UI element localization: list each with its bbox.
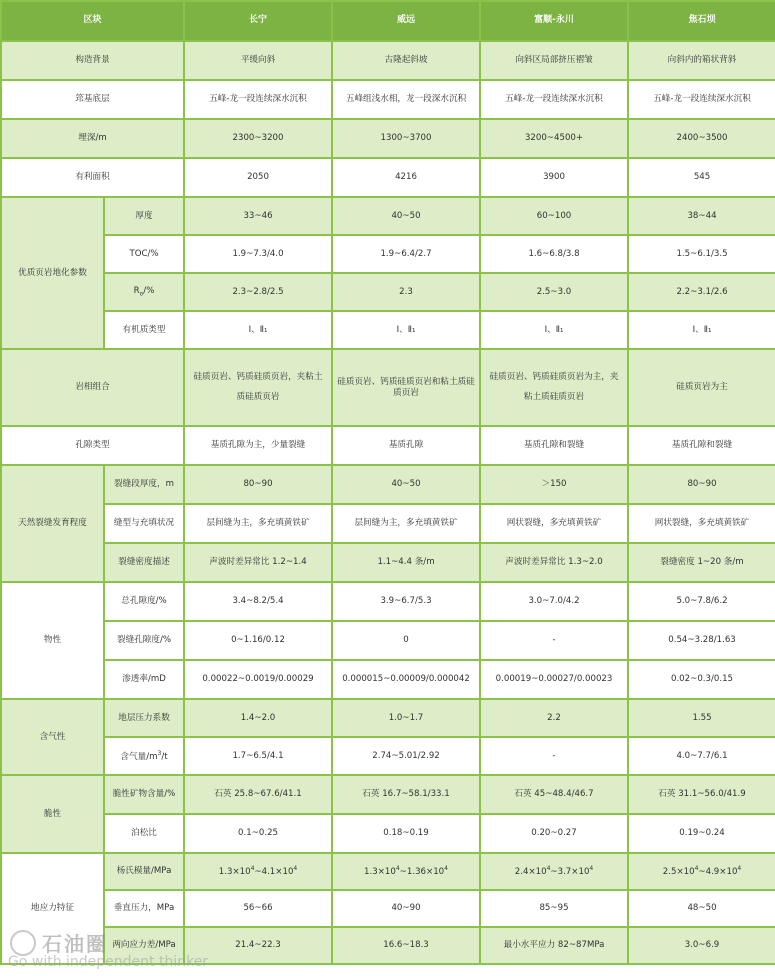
cell: $2.5\times 10^4\sim 4.9\times 10^4$: [628, 853, 775, 890]
cell: 2400~3500: [628, 119, 775, 158]
cell: 五峰-龙一段连续深水沉积: [184, 80, 332, 119]
cell: 33~46: [184, 197, 332, 235]
table-row: [1, 890, 775, 927]
cell: 0.00019~0.00027/0.00023: [480, 660, 628, 699]
cell: 60~100: [480, 197, 628, 235]
cell: 石英 31.1~56.0/41.9: [628, 775, 775, 814]
row-label: 两向应力差/MPa: [104, 927, 184, 964]
cell: 五峰-龙一段连续深水沉积: [628, 80, 775, 119]
table-row: [1, 119, 775, 158]
cell: 5.0~7.8/6.2: [628, 582, 775, 621]
category-label: 物性: [1, 582, 104, 699]
table-row: [1, 41, 775, 80]
row-label: 地层压力系数: [104, 699, 184, 737]
cell: 平缓向斜: [184, 41, 332, 80]
cell: 2.74~5.01/2.92: [332, 737, 480, 775]
cell: 38~44: [628, 197, 775, 235]
table-row: [1, 737, 775, 775]
cell: 3900: [480, 158, 628, 197]
table-row: [1, 80, 775, 119]
header-fushun-yongchuan: 富顺-永川: [480, 1, 628, 41]
table-row: [1, 197, 775, 235]
cell: 硅质页岩、钙质硅质页岩和粘土质硅质页岩: [332, 349, 480, 426]
cell: 2.2: [480, 699, 628, 737]
table-row: [1, 311, 775, 349]
cell: 硅质页岩为主: [628, 349, 775, 426]
cell: 硅质页岩、钙质硅质页岩，夹粘土 质硅质页岩: [184, 349, 332, 426]
cell: $1.3\times 10^4\sim 1.36\times 10^4$: [332, 853, 480, 890]
cell: 1.1~4.4 条/m: [332, 543, 480, 582]
row-label: 渗透率/mD: [104, 660, 184, 699]
cell: 层间缝为主，多充填黄铁矿: [332, 504, 480, 543]
row-label: 有机质类型: [104, 311, 184, 349]
cell: 1.4~2.0: [184, 699, 332, 737]
row-label: TOC/%: [104, 235, 184, 273]
table-row: [1, 927, 775, 964]
table-row: [1, 699, 775, 737]
row-label: 裂缝孔隙度/%: [104, 621, 184, 660]
cell: 40~50: [332, 465, 480, 504]
category-label: 地应力特征: [1, 853, 104, 964]
cell: 2.5~3.0: [480, 273, 628, 311]
cell: 声波时差异常比 1.2~1.4: [184, 543, 332, 582]
cell: 85~95: [480, 890, 628, 927]
category-label: 脆性: [1, 775, 104, 853]
cell: 2050: [184, 158, 332, 197]
table-row: [1, 853, 775, 890]
cell: 声波时差异常比 1.3~2.0: [480, 543, 628, 582]
cell: $2.4\times 10^4\sim 3.7\times 10^4$: [480, 853, 628, 890]
cell: 3.4~8.2/5.4: [184, 582, 332, 621]
table-row: [1, 158, 775, 197]
row-label: 构造背景: [1, 41, 184, 80]
category-label: 天然裂缝发育程度: [1, 465, 104, 582]
cell: 3200~4500+: [480, 119, 628, 158]
cell: 向斜内的箱状背斜: [628, 41, 775, 80]
row-label: 岩相组合: [1, 349, 184, 426]
cell: 基质孔隙: [332, 426, 480, 465]
category-label: 含气性: [1, 699, 104, 775]
cell: 1.55: [628, 699, 775, 737]
cell: 80~90: [184, 465, 332, 504]
cell: 1300~3700: [332, 119, 480, 158]
table-row: [1, 273, 775, 311]
cell: 石英 25.8~67.6/41.1: [184, 775, 332, 814]
cell: 0.54~3.28/1.63: [628, 621, 775, 660]
table-row: [1, 426, 775, 465]
watermark-title: 石油圈: [42, 932, 108, 956]
cell: 网状裂缝，多充填黄铁矿: [480, 504, 628, 543]
cell: 网状裂缝，多充填黄铁矿: [628, 504, 775, 543]
cell: ＞150: [480, 465, 628, 504]
header-row: [1, 1, 775, 41]
cell: 1.9~6.4/2.7: [332, 235, 480, 273]
cell: 石英 16.7~58.1/33.1: [332, 775, 480, 814]
table-row: [1, 504, 775, 543]
table-row: [1, 814, 775, 853]
table-row: [1, 349, 775, 426]
row-label: 脆性矿物含量/%: [104, 775, 184, 814]
cell: Ⅰ、Ⅱ₁: [480, 311, 628, 349]
cell: Ⅰ、Ⅱ₁: [332, 311, 480, 349]
cell: 2.3: [332, 273, 480, 311]
cell: 层间缝为主，多充填黄铁矿: [184, 504, 332, 543]
cell: 0.20~0.27: [480, 814, 628, 853]
cell: 2.2~3.1/2.6: [628, 273, 775, 311]
table-row: [1, 582, 775, 621]
cell: 545: [628, 158, 775, 197]
cell: Ⅰ、Ⅱ₁: [184, 311, 332, 349]
header-block: 区块: [1, 1, 184, 41]
cell: 0.02~0.3/0.15: [628, 660, 775, 699]
cell: 五峰组浅水相，龙一段深水沉积: [332, 80, 480, 119]
cell: 最小水平应力 82~87MPa: [480, 927, 628, 964]
cell: 48~50: [628, 890, 775, 927]
cell: 21.4~22.3: [184, 927, 332, 964]
table-row: [1, 543, 775, 582]
cell: 40~50: [332, 197, 480, 235]
cell: 裂缝密度 1~20 条/m: [628, 543, 775, 582]
cell: 4.0~7.7/6.1: [628, 737, 775, 775]
category-label: 优质页岩地化参数: [1, 197, 104, 349]
table-row: [1, 235, 775, 273]
cell: 0.18~0.19: [332, 814, 480, 853]
cell: 1.0~1.7: [332, 699, 480, 737]
table-row: [1, 621, 775, 660]
cell: 古隆起斜坡: [332, 41, 480, 80]
cell: 3.0~6.9: [628, 927, 775, 964]
cell: -: [480, 737, 628, 775]
row-label: 厚度: [104, 197, 184, 235]
cell: 石英 45~48.4/46.7: [480, 775, 628, 814]
cell: 1.9~7.3/4.0: [184, 235, 332, 273]
cell: 1.7~6.5/4.1: [184, 737, 332, 775]
table-row: [1, 465, 775, 504]
table-row: [1, 775, 775, 814]
cell: 0.00022~0.0019/0.00029: [184, 660, 332, 699]
cell: 基质孔隙和裂缝: [628, 426, 775, 465]
header-jiaoshiba: 焦石坝: [628, 1, 775, 41]
cell: 0~1.16/0.12: [184, 621, 332, 660]
cell: 1.6~6.8/3.8: [480, 235, 628, 273]
row-label: 垂直压力，MPa: [104, 890, 184, 927]
cell: 4216: [332, 158, 480, 197]
cell: Ⅰ、Ⅱ₁: [628, 311, 775, 349]
watermark-tagline: Go with independent thinker: [8, 954, 209, 970]
cell: 0.19~0.24: [628, 814, 775, 853]
cell: 0: [332, 621, 480, 660]
row-label: 裂缝段厚度，m: [104, 465, 184, 504]
table-row: [1, 660, 775, 699]
row-label: 筇基底层: [1, 80, 184, 119]
cell: 基质孔隙和裂缝: [480, 426, 628, 465]
row-label: $R_o/\%$: [104, 273, 184, 311]
cell: $1.3\times 10^4\sim 4.1\times 10^4$: [184, 853, 332, 890]
cell: 硅质页岩、钙质硅质页岩为主，夹 粘土质硅质页岩: [480, 349, 628, 426]
cell: 2300~3200: [184, 119, 332, 158]
cell: 56~66: [184, 890, 332, 927]
cell: 0.1~0.25: [184, 814, 332, 853]
cell: 3.9~6.7/5.3: [332, 582, 480, 621]
header-weiyuan: 威远: [332, 1, 480, 41]
cell: 2.3~2.8/2.5: [184, 273, 332, 311]
row-label: 裂缝密度描述: [104, 543, 184, 582]
cell: 0.000015~0.00009/0.000042: [332, 660, 480, 699]
cell: 五峰-龙一段连续深水沉积: [480, 80, 628, 119]
row-label: 缝型与充填状况: [104, 504, 184, 543]
cell: 3.0~7.0/4.2: [480, 582, 628, 621]
cell: 基质孔隙为主，少量裂缝: [184, 426, 332, 465]
row-label: 总孔隙度/%: [104, 582, 184, 621]
row-label: 孔隙类型: [1, 426, 184, 465]
header-changning: 长宁: [184, 1, 332, 41]
cell: 向斜区局部挤压褶皱: [480, 41, 628, 80]
row-label: 有利面积: [1, 158, 184, 197]
cell: 40~90: [332, 890, 480, 927]
row-label: 埋深/m: [1, 119, 184, 158]
cell: 16.6~18.3: [332, 927, 480, 964]
row-label: 杨氏模量/MPa: [104, 853, 184, 890]
cell: -: [480, 621, 628, 660]
row-label: 含气量$/m^3/t$: [104, 737, 184, 775]
row-label: 泊松比: [104, 814, 184, 853]
cell: 1.5~6.1/3.5: [628, 235, 775, 273]
cell: 80~90: [628, 465, 775, 504]
